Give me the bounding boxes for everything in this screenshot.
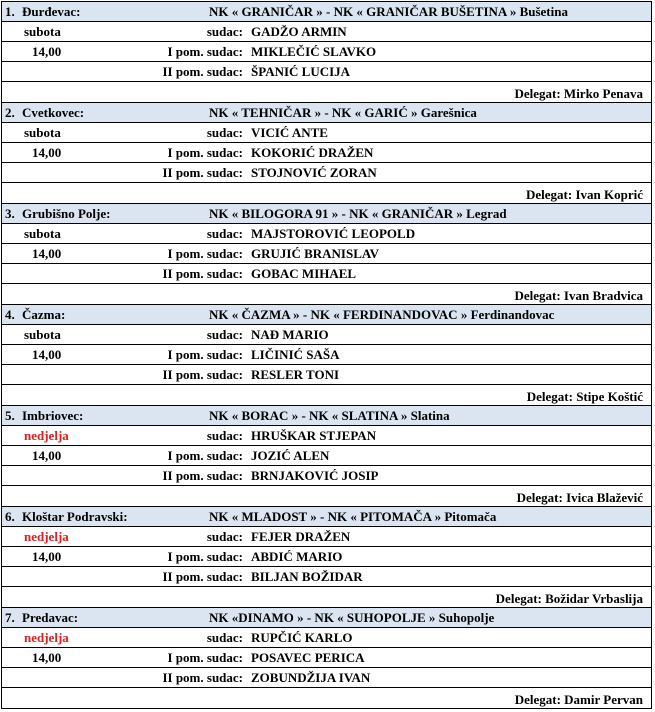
match-fixture: NK « ČAZMA » - NK « FERDINANDOVAC » Ferdinandovac xyxy=(209,307,555,322)
referee-row xyxy=(2,22,651,42)
assistant-2-label: II pom. sudac: xyxy=(162,569,243,584)
match-number: 3. xyxy=(5,206,15,221)
referee-label: sudac: xyxy=(206,24,243,39)
match-block xyxy=(1,102,652,203)
assistant-2-name: RESLER TONI xyxy=(251,367,340,382)
match-day: nedjelja xyxy=(24,529,69,544)
match-day: subota xyxy=(24,327,61,342)
match-day: nedjelja xyxy=(24,428,69,443)
delegate-name: Damir Pervan xyxy=(564,692,643,707)
assistant-2-row xyxy=(2,264,651,284)
match-block xyxy=(1,203,652,304)
assistant-1-row xyxy=(2,547,651,567)
kickoff-time: 14,00 xyxy=(32,44,62,59)
assistant-1-name: JOZIĆ ALEN xyxy=(251,448,330,463)
match-day: subota xyxy=(24,226,61,241)
kickoff-time: 14,00 xyxy=(32,448,62,463)
referee-label: sudac: xyxy=(206,125,243,140)
delegate-row xyxy=(2,587,651,607)
delegate-name: Božidar Vrbaslija xyxy=(545,591,643,606)
delegate-row xyxy=(2,183,651,203)
assistant-2-label: II pom. sudac: xyxy=(162,64,243,79)
referee-label: sudac: xyxy=(206,529,243,544)
referee-name: HRUŠKAR STJEPAN xyxy=(251,428,377,443)
venue-city: Predavac: xyxy=(22,610,79,625)
assistant-1-label: I pom. sudac: xyxy=(167,347,243,362)
referee-name: GADŽO ARMIN xyxy=(251,24,347,39)
referee-name: RUPČIĆ KARLO xyxy=(251,630,353,645)
assistant-2-label: II pom. sudac: xyxy=(162,266,243,281)
match-schedule xyxy=(1,1,652,709)
match-number: 7. xyxy=(5,610,15,625)
match-fixture: NK «DINAMO » - NK « SUHOPOLJE » Suhopolje xyxy=(209,610,495,625)
assistant-1-name: POSAVEC PERICA xyxy=(251,650,365,665)
kickoff-time: 14,00 xyxy=(32,246,62,261)
match-block xyxy=(1,405,652,506)
assistant-2-label: II pom. sudac: xyxy=(162,670,243,685)
delegate-name: Ivan Bradvica xyxy=(563,288,643,303)
referee-name: NAĐ MARIO xyxy=(251,327,329,342)
referee-name: MAJSTOROVIĆ LEOPOLD xyxy=(251,226,416,241)
delegate-line xyxy=(515,688,643,712)
assistant-1-label: I pom. sudac: xyxy=(167,549,243,564)
assistant-1-row xyxy=(2,446,651,466)
match-day: subota xyxy=(24,125,61,140)
referee-label: sudac: xyxy=(206,226,243,241)
delegate-label: Delegat: xyxy=(526,187,573,202)
match-block xyxy=(1,607,652,709)
referee-row xyxy=(2,628,651,648)
assistant-2-name: BILJAN BOŽIDAR xyxy=(251,569,363,584)
venue-city: Grubišno Polje: xyxy=(22,206,111,221)
referee-label: sudac: xyxy=(206,327,243,342)
kickoff-time: 14,00 xyxy=(32,549,62,564)
match-number: 5. xyxy=(5,408,15,423)
delegate-label: Delegat: xyxy=(514,288,561,303)
assistant-2-row xyxy=(2,62,651,82)
delegate-row xyxy=(2,486,651,506)
match-header-row xyxy=(2,103,651,123)
match-header-row xyxy=(2,204,651,224)
referee-row xyxy=(2,123,651,143)
delegate-label: Delegat: xyxy=(514,86,561,101)
assistant-2-name: STOJNOVIĆ ZORAN xyxy=(251,165,377,180)
match-fixture: NK « GRANIČAR » - NK « GRANIČAR BUŠETINA » Bušetina xyxy=(209,4,568,19)
assistant-2-label: II pom. sudac: xyxy=(162,367,243,382)
match-number: 1. xyxy=(5,4,15,19)
assistant-2-row xyxy=(2,163,651,183)
match-fixture: NK « MLADOST » - NK « PITOMAČA » Pitomača xyxy=(209,509,497,524)
assistant-1-row xyxy=(2,345,651,365)
assistant-1-name: ABDIĆ MARIO xyxy=(251,549,343,564)
assistant-2-name: BRNJAKOVIĆ JOSIP xyxy=(251,468,379,483)
assistant-1-label: I pom. sudac: xyxy=(167,246,243,261)
assistant-1-name: MIKLEČIĆ SLAVKO xyxy=(251,44,377,59)
match-header-row xyxy=(2,406,651,426)
delegate-label: Delegat: xyxy=(516,490,563,505)
delegate-name: Mirko Penava xyxy=(563,86,643,101)
venue-city: Čazma: xyxy=(22,307,66,322)
assistant-2-name: ŠPANIĆ LUCIJA xyxy=(251,64,351,79)
assistant-2-row xyxy=(2,567,651,587)
kickoff-time: 14,00 xyxy=(32,650,62,665)
match-header-row xyxy=(2,608,651,628)
delegate-label: Delegat: xyxy=(514,692,561,707)
match-fixture: NK « TEHNIČAR » - NK « GARIĆ » Garešnica xyxy=(209,105,477,120)
assistant-1-label: I pom. sudac: xyxy=(167,448,243,463)
match-block xyxy=(1,1,652,102)
delegate-row xyxy=(2,284,651,304)
referee-name: VICIĆ ANTE xyxy=(251,125,328,140)
assistant-1-label: I pom. sudac: xyxy=(167,650,243,665)
referee-row xyxy=(2,224,651,244)
referee-name: FEJER DRAŽEN xyxy=(251,529,351,544)
assistant-1-row xyxy=(2,244,651,264)
assistant-2-row xyxy=(2,668,651,688)
kickoff-time: 14,00 xyxy=(32,347,62,362)
venue-city: Kloštar Podravski: xyxy=(22,509,128,524)
match-fixture: NK « BILOGORA 91 » - NK « GRANIČAR » Legrad xyxy=(209,206,507,221)
delegate-label: Delegat: xyxy=(495,591,542,606)
match-header-row xyxy=(2,507,651,527)
match-block xyxy=(1,506,652,607)
delegate-name: Stipe Koštić xyxy=(576,389,643,404)
match-day: subota xyxy=(24,24,61,39)
assistant-2-label: II pom. sudac: xyxy=(162,468,243,483)
match-number: 6. xyxy=(5,509,15,524)
assistant-1-label: I pom. sudac: xyxy=(167,44,243,59)
assistant-1-row xyxy=(2,143,651,163)
delegate-row xyxy=(2,688,651,708)
match-number: 4. xyxy=(5,307,15,322)
assistant-1-name: KOKORIĆ DRAŽEN xyxy=(251,145,374,160)
assistant-2-label: II pom. sudac: xyxy=(162,165,243,180)
assistant-2-row xyxy=(2,466,651,486)
referee-label: sudac: xyxy=(206,428,243,443)
match-block xyxy=(1,304,652,405)
assistant-1-name: LIČINIĆ SAŠA xyxy=(251,347,340,362)
assistant-1-row xyxy=(2,42,651,62)
delegate-label: Delegat: xyxy=(526,389,573,404)
match-header-row xyxy=(2,305,651,325)
referee-label: sudac: xyxy=(206,630,243,645)
match-header-row xyxy=(2,2,651,22)
assistant-1-row xyxy=(2,648,651,668)
assistant-2-name: GOBAC MIHAEL xyxy=(251,266,357,281)
referee-row xyxy=(2,426,651,446)
delegate-name: Ivica Blažević xyxy=(566,490,643,505)
venue-city: Cvetkovec: xyxy=(22,105,85,120)
assistant-2-name: ZOBUNDŽIJA IVAN xyxy=(251,670,371,685)
kickoff-time: 14,00 xyxy=(32,145,62,160)
match-fixture: NK « BORAC » - NK « SLATINA » Slatina xyxy=(209,408,450,423)
delegate-row xyxy=(2,385,651,405)
referee-row xyxy=(2,325,651,345)
match-number: 2. xyxy=(5,105,15,120)
referee-row xyxy=(2,527,651,547)
assistant-1-label: I pom. sudac: xyxy=(167,145,243,160)
assistant-2-row xyxy=(2,365,651,385)
delegate-name: Ivan Koprić xyxy=(575,187,643,202)
assistant-1-name: GRUJIĆ BRANISLAV xyxy=(251,246,379,261)
venue-city: Imbriovec: xyxy=(22,408,84,423)
delegate-row xyxy=(2,82,651,102)
match-day: nedjelja xyxy=(24,630,69,645)
venue-city: Đurđevac: xyxy=(22,4,81,19)
